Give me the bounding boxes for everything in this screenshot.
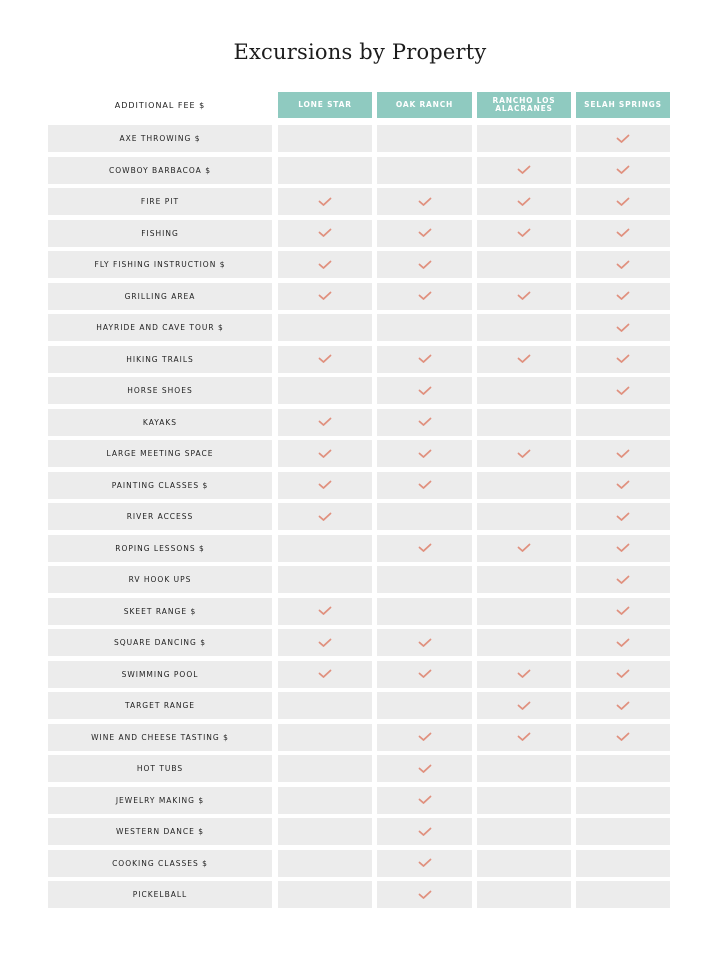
availability-cell xyxy=(477,787,571,814)
availability-cell xyxy=(477,724,571,751)
excursion-label: FIRE PIT xyxy=(48,188,272,215)
table-row xyxy=(0,692,720,719)
availability-cell xyxy=(278,503,372,530)
table-row xyxy=(0,346,720,373)
availability-cell xyxy=(377,409,472,436)
excursion-label: SQUARE DANCING $ xyxy=(48,629,272,656)
availability-cell xyxy=(477,755,571,782)
availability-cell xyxy=(278,251,372,278)
availability-cell xyxy=(377,472,472,499)
checkmark-icon xyxy=(616,575,630,585)
availability-cell xyxy=(477,251,571,278)
checkmark-icon xyxy=(418,291,432,301)
availability-cell xyxy=(278,661,372,688)
availability-cell xyxy=(377,251,472,278)
excursion-label: COOKING CLASSES $ xyxy=(48,850,272,877)
checkmark-icon xyxy=(517,197,531,207)
availability-cell xyxy=(278,881,372,908)
availability-cell xyxy=(477,503,571,530)
availability-cell xyxy=(278,440,372,467)
checkmark-icon xyxy=(616,165,630,175)
table-row xyxy=(0,535,720,562)
checkmark-icon xyxy=(616,449,630,459)
availability-cell xyxy=(278,125,372,152)
table-row xyxy=(0,125,720,152)
excursion-label: HORSE SHOES xyxy=(48,377,272,404)
availability-cell xyxy=(576,881,670,908)
table-row xyxy=(0,440,720,467)
checkmark-icon xyxy=(616,260,630,270)
checkmark-icon xyxy=(616,323,630,333)
availability-cell xyxy=(477,220,571,247)
table-row xyxy=(0,818,720,845)
availability-cell xyxy=(278,346,372,373)
availability-cell xyxy=(377,850,472,877)
availability-cell xyxy=(377,125,472,152)
availability-cell xyxy=(278,535,372,562)
table-row xyxy=(0,503,720,530)
availability-cell xyxy=(576,661,670,688)
checkmark-icon xyxy=(418,732,432,742)
excursion-label: LARGE MEETING SPACE xyxy=(48,440,272,467)
checkmark-icon xyxy=(616,354,630,364)
checkmark-icon xyxy=(418,669,432,679)
page-title: Excursions by Property xyxy=(233,40,487,64)
availability-cell xyxy=(278,472,372,499)
excursion-label: KAYAKS xyxy=(48,409,272,436)
availability-cell xyxy=(377,755,472,782)
excursion-label: HAYRIDE AND CAVE TOUR $ xyxy=(48,314,272,341)
excursion-label: RV HOOK UPS xyxy=(48,566,272,593)
checkmark-icon xyxy=(616,669,630,679)
availability-cell xyxy=(576,157,670,184)
availability-cell xyxy=(576,220,670,247)
excursion-label: HOT TUBS xyxy=(48,755,272,782)
availability-cell xyxy=(576,787,670,814)
checkmark-icon xyxy=(616,480,630,490)
checkmark-icon xyxy=(616,291,630,301)
availability-cell xyxy=(477,346,571,373)
availability-cell xyxy=(377,787,472,814)
excursion-label: ROPING LESSONS $ xyxy=(48,535,272,562)
table-row xyxy=(0,251,720,278)
availability-cell xyxy=(477,629,571,656)
table-row xyxy=(0,283,720,310)
column-header-rancho-los-alacranes: RANCHO LOS ALACRANES xyxy=(477,92,571,118)
availability-cell xyxy=(377,661,472,688)
availability-cell xyxy=(278,724,372,751)
checkmark-icon xyxy=(418,543,432,553)
checkmark-icon xyxy=(517,228,531,238)
availability-cell xyxy=(477,157,571,184)
table-row xyxy=(0,472,720,499)
excursion-label: GRILLING AREA xyxy=(48,283,272,310)
availability-cell xyxy=(477,850,571,877)
availability-cell xyxy=(576,503,670,530)
table-row xyxy=(0,881,720,908)
availability-cell xyxy=(576,598,670,625)
excursion-label: PAINTING CLASSES $ xyxy=(48,472,272,499)
availability-cell xyxy=(278,220,372,247)
checkmark-icon xyxy=(517,701,531,711)
checkmark-icon xyxy=(616,638,630,648)
checkmark-icon xyxy=(616,134,630,144)
availability-cell xyxy=(477,661,571,688)
table-row xyxy=(0,629,720,656)
table-row xyxy=(0,220,720,247)
availability-cell xyxy=(576,566,670,593)
checkmark-icon xyxy=(517,543,531,553)
availability-cell xyxy=(377,724,472,751)
availability-cell xyxy=(576,377,670,404)
checkmark-icon xyxy=(418,795,432,805)
excursion-label: TARGET RANGE xyxy=(48,692,272,719)
table-row xyxy=(0,566,720,593)
table-row xyxy=(0,661,720,688)
availability-cell xyxy=(377,188,472,215)
availability-cell xyxy=(576,755,670,782)
availability-cell xyxy=(278,188,372,215)
availability-cell xyxy=(477,188,571,215)
checkmark-icon xyxy=(418,890,432,900)
checkmark-icon xyxy=(616,228,630,238)
checkmark-icon xyxy=(418,638,432,648)
table-row xyxy=(0,314,720,341)
availability-cell xyxy=(576,346,670,373)
availability-cell xyxy=(477,314,571,341)
checkmark-icon xyxy=(517,291,531,301)
checkmark-icon xyxy=(616,512,630,522)
availability-cell xyxy=(576,472,670,499)
checkmark-icon xyxy=(517,165,531,175)
checkmark-icon xyxy=(318,291,332,301)
availability-cell xyxy=(278,157,372,184)
availability-cell xyxy=(377,346,472,373)
checkmark-icon xyxy=(418,858,432,868)
excursion-label: HIKING TRAILS xyxy=(48,346,272,373)
availability-cell xyxy=(477,125,571,152)
column-header-oak-ranch: OAK RANCH xyxy=(377,92,472,118)
excursion-label: FLY FISHING INSTRUCTION $ xyxy=(48,251,272,278)
availability-cell xyxy=(477,409,571,436)
availability-cell xyxy=(278,314,372,341)
availability-cell xyxy=(576,850,670,877)
checkmark-icon xyxy=(517,732,531,742)
availability-cell xyxy=(477,377,571,404)
excursion-label: FISHING xyxy=(48,220,272,247)
availability-cell xyxy=(377,157,472,184)
table-row xyxy=(0,724,720,751)
table-row xyxy=(0,755,720,782)
table-row xyxy=(0,850,720,877)
availability-cell xyxy=(576,188,670,215)
checkmark-icon xyxy=(418,197,432,207)
column-header-lone-star: LONE STAR xyxy=(278,92,372,118)
availability-cell xyxy=(377,818,472,845)
availability-cell xyxy=(377,440,472,467)
checkmark-icon xyxy=(418,228,432,238)
availability-cell xyxy=(477,598,571,625)
availability-cell xyxy=(278,283,372,310)
checkmark-icon xyxy=(418,480,432,490)
checkmark-icon xyxy=(318,638,332,648)
availability-cell xyxy=(377,220,472,247)
availability-cell xyxy=(576,125,670,152)
availability-cell xyxy=(278,409,372,436)
checkmark-icon xyxy=(616,732,630,742)
availability-cell xyxy=(377,566,472,593)
checkmark-icon xyxy=(616,543,630,553)
checkmark-icon xyxy=(318,606,332,616)
checkmark-icon xyxy=(517,449,531,459)
availability-cell xyxy=(477,472,571,499)
availability-cell xyxy=(477,818,571,845)
excursion-label: JEWELRY MAKING $ xyxy=(48,787,272,814)
checkmark-icon xyxy=(318,197,332,207)
excursion-label: AXE THROWING $ xyxy=(48,125,272,152)
availability-cell xyxy=(576,818,670,845)
checkmark-icon xyxy=(616,701,630,711)
table-row xyxy=(0,787,720,814)
checkmark-icon xyxy=(418,260,432,270)
checkmark-icon xyxy=(318,354,332,364)
checkmark-icon xyxy=(318,480,332,490)
checkmark-icon xyxy=(418,386,432,396)
availability-cell xyxy=(576,251,670,278)
availability-cell xyxy=(377,598,472,625)
availability-cell xyxy=(278,692,372,719)
availability-cell xyxy=(377,283,472,310)
availability-cell xyxy=(576,440,670,467)
excursion-label: SWIMMING POOL xyxy=(48,661,272,688)
availability-cell xyxy=(477,283,571,310)
availability-cell xyxy=(576,724,670,751)
availability-cell xyxy=(576,314,670,341)
availability-cell xyxy=(477,692,571,719)
checkmark-icon xyxy=(517,354,531,364)
checkmark-icon xyxy=(318,669,332,679)
availability-cell xyxy=(377,629,472,656)
excursion-label: WESTERN DANCE $ xyxy=(48,818,272,845)
availability-cell xyxy=(477,566,571,593)
availability-cell xyxy=(278,818,372,845)
availability-cell xyxy=(477,535,571,562)
column-header-selah-springs: SELAH SPRINGS xyxy=(576,92,670,118)
availability-cell xyxy=(377,377,472,404)
checkmark-icon xyxy=(318,260,332,270)
availability-cell xyxy=(377,535,472,562)
availability-cell xyxy=(278,787,372,814)
table-row xyxy=(0,188,720,215)
availability-cell xyxy=(377,503,472,530)
availability-cell xyxy=(278,629,372,656)
availability-cell xyxy=(576,409,670,436)
table-row xyxy=(0,157,720,184)
excursion-label: COWBOY BARBACOA $ xyxy=(48,157,272,184)
availability-cell xyxy=(377,314,472,341)
checkmark-icon xyxy=(318,512,332,522)
checkmark-icon xyxy=(318,449,332,459)
availability-cell xyxy=(377,881,472,908)
table-row xyxy=(0,409,720,436)
checkmark-icon xyxy=(418,827,432,837)
availability-cell xyxy=(278,377,372,404)
checkmark-icon xyxy=(616,606,630,616)
excursion-label: PICKELBALL xyxy=(48,881,272,908)
availability-cell xyxy=(576,692,670,719)
table-row xyxy=(0,377,720,404)
checkmark-icon xyxy=(318,228,332,238)
availability-cell xyxy=(278,566,372,593)
excursion-label: WINE AND CHEESE TASTING $ xyxy=(48,724,272,751)
availability-cell xyxy=(477,440,571,467)
availability-cell xyxy=(576,535,670,562)
checkmark-icon xyxy=(517,669,531,679)
availability-cell xyxy=(576,629,670,656)
availability-cell xyxy=(377,692,472,719)
checkmark-icon xyxy=(418,354,432,364)
checkmark-icon xyxy=(418,417,432,427)
checkmark-icon xyxy=(418,764,432,774)
availability-cell xyxy=(278,755,372,782)
additional-fee-header: ADDITIONAL FEE $ xyxy=(114,100,206,110)
availability-cell xyxy=(576,283,670,310)
checkmark-icon xyxy=(616,386,630,396)
table-row xyxy=(0,598,720,625)
availability-cell xyxy=(278,598,372,625)
availability-cell xyxy=(278,850,372,877)
availability-cell xyxy=(477,881,571,908)
checkmark-icon xyxy=(616,197,630,207)
excursion-label: SKEET RANGE $ xyxy=(48,598,272,625)
excursion-label: RIVER ACCESS xyxy=(48,503,272,530)
checkmark-icon xyxy=(418,449,432,459)
checkmark-icon xyxy=(318,417,332,427)
